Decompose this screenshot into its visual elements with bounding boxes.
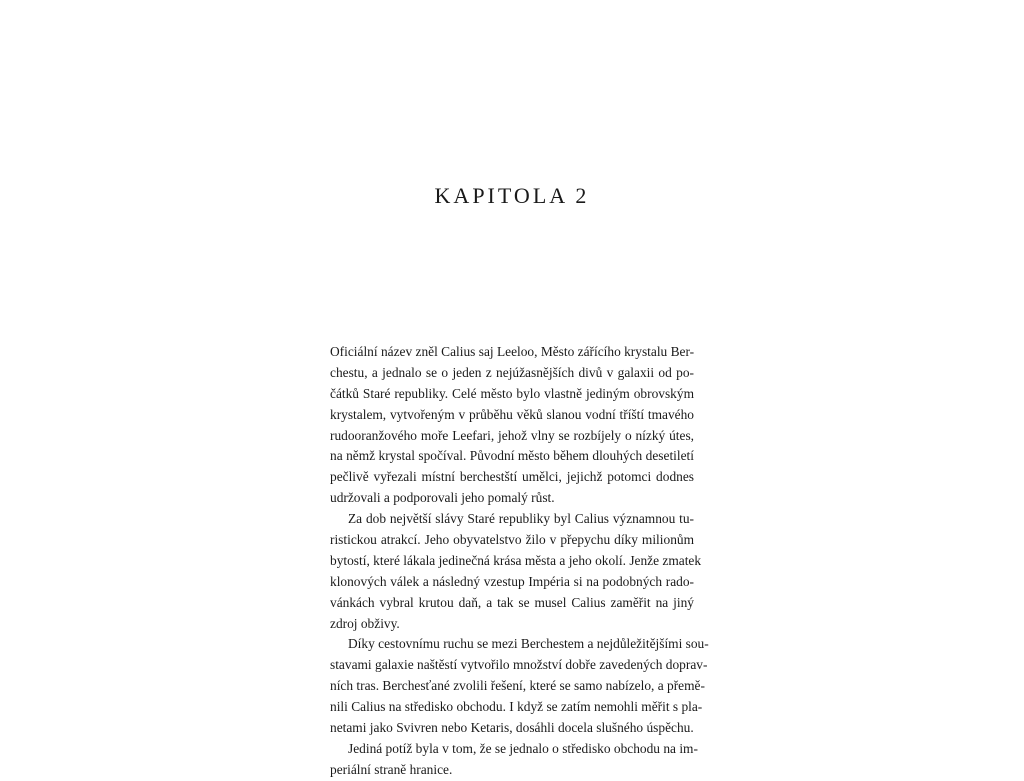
text-line: bytostí, které lákala jedinečná krása města a jeho okolí. Jenže zmatek — [330, 552, 702, 568]
text-line: na němž krystal spočíval. Původní město během dlouhých desetiletí — [330, 448, 694, 464]
paragraph-1 — [330, 342, 694, 509]
text-line: vánkách vybral krutou daň, a tak se musel Calius zaměřit na jiný — [330, 594, 694, 610]
text-line: Za dob největší slávy Staré republiky byl Calius významnou tu- — [348, 511, 694, 527]
text-line: nili Calius na středisko obchodu. I když se zatím nemohli měřit s pla- — [330, 699, 703, 715]
text-line: zdroj obživy. — [330, 615, 400, 631]
text-line: klonových válek a následný vzestup Impéria si na podobných rado- — [330, 573, 694, 589]
text-line: Oficiální název zněl Calius saj Leeloo, Město zářícího krystalu Ber- — [330, 344, 695, 359]
text-line: pečlivě vyřezali místní berchestští umělci, jejichž potomci dodnes — [330, 469, 694, 485]
text-line: periální straně hranice. — [330, 761, 453, 777]
chapter-title: KAPITOLA 2 — [434, 183, 590, 208]
text-line: krystalem, vytvořeným v průběhu věků slanou vodní tříští tmavého — [330, 406, 694, 422]
paragraph-2 — [330, 509, 702, 634]
text-line: Jediná potíž byla v tom, že se jednalo o středisko obchodu na im- — [348, 740, 698, 756]
body-text — [330, 342, 709, 781]
text-line: ních tras. Berchesťané zvolili řešení, které se samo nabízelo, a přemě- — [330, 678, 705, 694]
text-line: ristickou atrakcí. Jeho obyvatelstvo žilo v přepychu díky milionům — [330, 532, 694, 548]
text-line: čátků Staré republiky. Celé město bylo vlastně jediným obrovským — [330, 385, 694, 401]
text-line: rudooranžového moře Leefari, jehož vlny se rozbíjely o nízký útes, — [330, 427, 694, 443]
text-line: chestu, a jednalo se o jeden z nejúžasnějších divů v galaxii od po- — [330, 364, 694, 380]
text-line: netami jako Svivren nebo Ketaris, dosáhli docela slušného úspěchu. — [330, 720, 694, 736]
text-line: Díky cestovnímu ruchu se mezi Berchestem a nejdůležitějšími sou- — [348, 636, 709, 652]
text-line: stavami galaxie naštěstí vytvořilo množství dobře zavedených doprav- — [330, 657, 708, 673]
text-line: udržovali a podporovali jeho pomalý růst. — [330, 490, 555, 506]
paragraph-3 — [330, 634, 709, 738]
paragraph-4 — [330, 739, 698, 781]
